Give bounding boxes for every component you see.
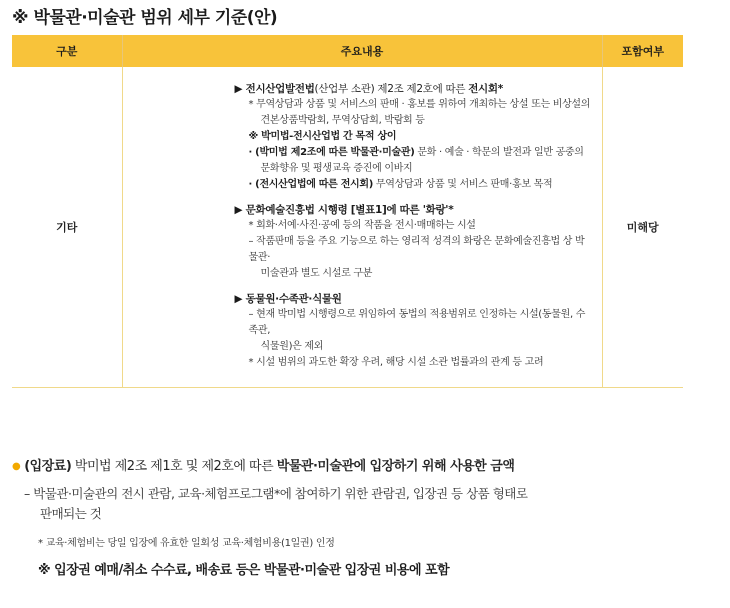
zoo-note: * 시설 범위의 과도한 확장 우려, 해당 시설 소관 법률과의 관계 등 고려 bbox=[248, 357, 544, 368]
exhibition-note-cont: 견본상품박람회, 무역상담회, 박람회 등 bbox=[260, 115, 425, 126]
row-content bbox=[122, 67, 602, 388]
museum-purpose-cont: 문화향유 및 평생교육 증진에 이바지 bbox=[260, 163, 413, 174]
header-inclusion: 포함여부 bbox=[602, 35, 683, 67]
museum-purpose: · (박미법 제2조에 따른 박물관·미술관) 문화 · 예술 · 학문의 발전과 일반 공중의 bbox=[248, 147, 584, 158]
header-content: 주요내용 bbox=[122, 35, 602, 67]
section-gallery-heading: ▶ 문화예술진흥법 시행령 [별표1]에 따른 '화랑'* bbox=[234, 204, 454, 216]
gallery-detail-cont: 미술관과 별도 시설로 구분 bbox=[260, 268, 373, 279]
gallery-note: * 회화·서예·사진·공예 등의 작품을 전시·매매하는 시설 bbox=[248, 220, 476, 231]
bullet-dot-icon: ● bbox=[12, 461, 21, 472]
exhibition-note: * 무역상담과 상품 및 서비스의 판매 · 홍보를 위하여 개최하는 상설 또는 비상설의 bbox=[248, 99, 591, 110]
section-exhibition-heading: ▶ 전시산업발전법(산업부 소관) 제2조 제2호에 따른 전시회* bbox=[234, 83, 503, 95]
purpose-difference-note: ※ 박미법-전시산업법 간 목적 상이 bbox=[248, 131, 397, 142]
table-row bbox=[12, 67, 683, 388]
gallery-detail: – 작품판매 등을 주요 기능으로 하는 영리적 성격의 화랑은 문화예술진흥법 상 박물관· bbox=[248, 236, 585, 263]
admission-footnote: * 교육·체험비는 당일 입장에 유효한 일회성 교육·체험비용(1일권) 인정 bbox=[38, 538, 335, 549]
section-zoo-heading: ▶ 동물원·수족관·식물원 bbox=[234, 293, 342, 305]
admission-notes bbox=[12, 455, 712, 578]
admission-emphasis: ※ 입장권 예매/취소 수수료, 배송료 등은 박물관·미술관 입장권 비용에 포함 bbox=[38, 563, 450, 578]
admission-bullet: ● (입장료) 박미법 제2조 제1호 및 제2호에 따른 박물관·미술관에 입장하기 위해 사용한 금액 bbox=[12, 459, 515, 474]
row-category: 기타 bbox=[12, 67, 122, 388]
table-header-row bbox=[12, 35, 683, 67]
row-inclusion: 미해당 bbox=[602, 67, 683, 388]
zoo-detail: – 현재 박미법 시행령으로 위임하여 동법의 적용범위로 인정하는 시설(동물원, 수족관, bbox=[248, 309, 586, 336]
zoo-detail-cont: 식물원)은 제외 bbox=[260, 341, 324, 352]
page-title: ※ 박물관·미술관 범위 세부 기준(안) bbox=[12, 8, 278, 28]
header-category: 구분 bbox=[12, 35, 122, 67]
exhibition-purpose: · (전시산업법에 따른 전시회) 무역상담과 상품 및 서비스 판매·홍보 목적 bbox=[248, 179, 553, 190]
admission-detail: – 박물관·미술관의 전시 관람, 교육·체험프로그램*에 참여하기 위한 관람권, 입장권 등 상품 형태로 판매되는 것 bbox=[24, 486, 528, 521]
criteria-table bbox=[12, 35, 683, 388]
